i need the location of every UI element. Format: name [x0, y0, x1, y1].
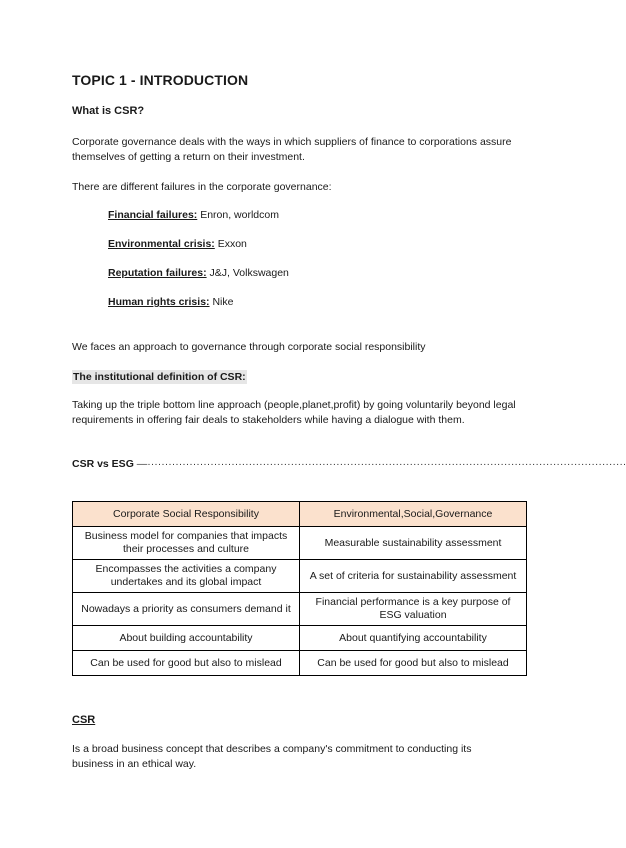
- failure-examples: Exxon: [214, 238, 247, 250]
- table-cell: About quantifying accountability: [300, 626, 527, 651]
- failure-label: Financial failures:: [108, 209, 198, 221]
- institutional-paragraph: Taking up the triple bottom line approach (people,planet,profit) by going voluntarily beyond legal requirements in offering fair deals to stakeholders while having a dialogue with them.: [72, 399, 516, 426]
- table-header-esg: Environmental,Social,Governance: [300, 502, 527, 527]
- failure-item: [108, 296, 233, 308]
- failure-examples: Nike: [209, 296, 234, 308]
- page-title: TOPIC 1 - INTRODUCTION: [72, 72, 249, 88]
- failure-examples: J&J, Volkswagen: [206, 267, 289, 279]
- table-cell: Encompasses the activities a company undertakes and its global impact: [73, 560, 300, 593]
- table-cell: Can be used for good but also to mislead: [300, 651, 527, 676]
- failure-item: [108, 209, 279, 221]
- table-cell: Financial performance is a key purpose of ESG valuation: [300, 593, 527, 626]
- intro-paragraph: Corporate governance deals with the ways in which suppliers of finance to corporations assure themselves of getting a return on their investment.: [72, 136, 512, 163]
- section-subtitle: What is CSR?: [72, 105, 145, 117]
- table-cell: A set of criteria for sustainability assessment: [300, 560, 527, 593]
- table-row: [73, 593, 527, 626]
- comparison-table: [72, 501, 527, 676]
- table-cell: About building accountability: [73, 626, 300, 651]
- table-row: [73, 651, 527, 676]
- failure-item: [108, 267, 289, 279]
- table-header-csr: Corporate Social Responsibility: [73, 502, 300, 527]
- table-row: [73, 560, 527, 593]
- table-cell: Can be used for good but also to mislead: [73, 651, 300, 676]
- csr-vs-esg-heading: [72, 458, 626, 470]
- table-row: [73, 527, 527, 560]
- dotted-leader: —·········································································································································: [133, 458, 626, 470]
- failure-label: Human rights crisis:: [108, 296, 210, 308]
- failure-item: [108, 238, 247, 250]
- approach-paragraph: We faces an approach to governance through corporate social responsibility: [72, 341, 426, 353]
- failure-examples: Enron, worldcom: [197, 209, 279, 221]
- csr-heading: CSR: [72, 714, 96, 726]
- table-row: [73, 626, 527, 651]
- csr-paragraph: Is a broad business concept that describes a company's commitment to conducting its business in an ethical way.: [72, 743, 472, 770]
- table-cell: Nowadays a priority as consumers demand it: [73, 593, 300, 626]
- csr-vs-esg-label: CSR vs ESG: [72, 458, 134, 470]
- table-cell: Measurable sustainability assessment: [300, 527, 527, 560]
- failure-label: Reputation failures:: [108, 267, 207, 279]
- failure-label: Environmental crisis:: [108, 238, 215, 250]
- failures-intro: There are different failures in the corporate governance:: [72, 181, 332, 193]
- institutional-heading: The institutional definition of CSR:: [73, 371, 246, 383]
- table-cell: Business model for companies that impacts their processes and culture: [73, 527, 300, 560]
